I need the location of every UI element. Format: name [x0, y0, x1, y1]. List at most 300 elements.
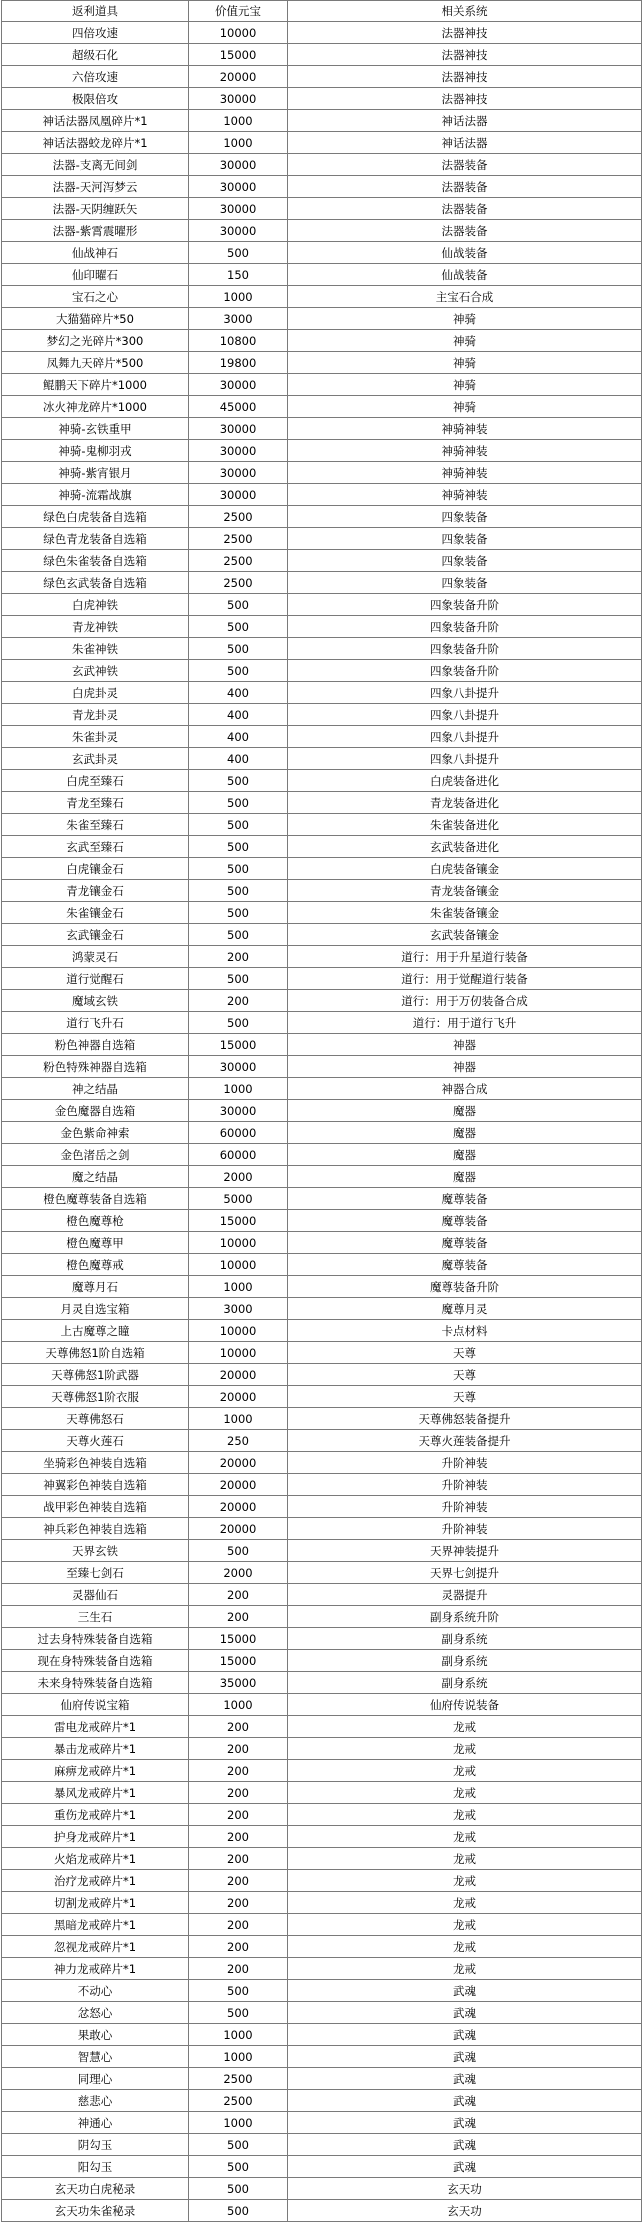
table-row: [2, 198, 642, 220]
table-row: [2, 1408, 642, 1430]
cell-item-name: 雷电龙戒碎片*1: [2, 1716, 189, 1738]
cell-value: 2500: [189, 2068, 288, 2090]
cell-item-name: 绿色白虎装备自选箱: [2, 506, 189, 528]
cell-item-name: 忿怒心: [2, 2002, 189, 2024]
cell-system: 神器: [288, 1056, 642, 1078]
cell-system: 法器神技: [288, 44, 642, 66]
table-row: [2, 440, 642, 462]
cell-system: 武魂: [288, 2068, 642, 2090]
table-row: [2, 374, 642, 396]
table-row: [2, 2090, 642, 2112]
cell-system: 魔器: [288, 1122, 642, 1144]
cell-item-name: 天尊佛怒1阶衣服: [2, 1386, 189, 1408]
cell-value: 400: [189, 682, 288, 704]
table-row: [2, 1562, 642, 1584]
cell-value: 200: [189, 1958, 288, 1980]
cell-value: 1000: [189, 1078, 288, 1100]
table-row: [2, 1782, 642, 1804]
cell-value: 1000: [189, 2112, 288, 2134]
cell-value: 10000: [189, 1254, 288, 1276]
table-row: [2, 264, 642, 286]
cell-system: 升阶神装: [288, 1496, 642, 1518]
cell-item-name: 神力龙戒碎片*1: [2, 1958, 189, 1980]
cell-item-name: 粉色神器自选箱: [2, 1034, 189, 1056]
cell-item-name: 天界玄铁: [2, 1540, 189, 1562]
cell-item-name: 朱雀神铁: [2, 638, 189, 660]
cell-item-name: 战甲彩色神装自选箱: [2, 1496, 189, 1518]
cell-system: 四象装备升阶: [288, 616, 642, 638]
table-row: [2, 924, 642, 946]
cell-item-name: 道行飞升石: [2, 1012, 189, 1034]
cell-value: 400: [189, 704, 288, 726]
table-row: [2, 660, 642, 682]
cell-value: 500: [189, 968, 288, 990]
cell-value: 2000: [189, 1562, 288, 1584]
cell-value: 20000: [189, 1474, 288, 1496]
table-row: [2, 1232, 642, 1254]
table-row: [2, 946, 642, 968]
table-row: [2, 968, 642, 990]
cell-item-name: 橙色魔尊戒: [2, 1254, 189, 1276]
cell-item-name: 金色魔器自选箱: [2, 1100, 189, 1122]
cell-item-name: 橙色魔尊甲: [2, 1232, 189, 1254]
cell-item-name: 四倍攻速: [2, 22, 189, 44]
cell-value: 10000: [189, 22, 288, 44]
table-row: [2, 154, 642, 176]
cell-item-name: 果敢心: [2, 2024, 189, 2046]
table-row: [2, 330, 642, 352]
cell-value: 200: [189, 1826, 288, 1848]
cell-value: 1000: [189, 110, 288, 132]
cell-system: 四象装备升阶: [288, 638, 642, 660]
cell-item-name: 忽视龙戒碎片*1: [2, 1936, 189, 1958]
cell-item-name: 鲲鹏天下碎片*1000: [2, 374, 189, 396]
cell-system: 法器神技: [288, 66, 642, 88]
cell-item-name: 重伤龙戒碎片*1: [2, 1804, 189, 1826]
cell-system: 道行：用于道行飞升: [288, 1012, 642, 1034]
cell-item-name: 灵器仙石: [2, 1584, 189, 1606]
cell-system: 神骑神装: [288, 484, 642, 506]
cell-item-name: 天尊火莲石: [2, 1430, 189, 1452]
cell-item-name: 玄天功朱雀秘录: [2, 2200, 189, 2222]
cell-value: 500: [189, 1980, 288, 2002]
table-row: [2, 1694, 642, 1716]
table-row: [2, 594, 642, 616]
rebate-table: [1, 0, 642, 2222]
cell-value: 200: [189, 1782, 288, 1804]
cell-value: 1000: [189, 2024, 288, 2046]
table-row: [2, 1210, 642, 1232]
cell-item-name: 神通心: [2, 2112, 189, 2134]
cell-system: 法器装备: [288, 220, 642, 242]
cell-item-name: 天尊佛怒1阶自选箱: [2, 1342, 189, 1364]
cell-system: 四象装备: [288, 528, 642, 550]
cell-value: 500: [189, 792, 288, 814]
cell-value: 3000: [189, 308, 288, 330]
cell-item-name: 阳勾玉: [2, 2156, 189, 2178]
cell-value: 30000: [189, 1100, 288, 1122]
table-row: [2, 1452, 642, 1474]
cell-value: 20000: [189, 1364, 288, 1386]
table-row: [2, 1386, 642, 1408]
table-row: [2, 1012, 642, 1034]
table-row: [2, 1584, 642, 1606]
cell-value: 500: [189, 770, 288, 792]
table-row: [2, 1540, 642, 1562]
cell-item-name: 神话法器蛟龙碎片*1: [2, 132, 189, 154]
cell-value: 400: [189, 748, 288, 770]
cell-system: 法器装备: [288, 154, 642, 176]
table-row: [2, 22, 642, 44]
cell-system: 神话法器: [288, 132, 642, 154]
cell-value: 1000: [189, 2046, 288, 2068]
table-row: [2, 396, 642, 418]
cell-value: 500: [189, 242, 288, 264]
cell-system: 玄天功: [288, 2200, 642, 2222]
table-row: [2, 2046, 642, 2068]
cell-value: 1000: [189, 1694, 288, 1716]
cell-system: 法器装备: [288, 176, 642, 198]
cell-value: 500: [189, 1540, 288, 1562]
cell-system: 神骑: [288, 374, 642, 396]
table-row: [2, 1716, 642, 1738]
cell-system: 副身系统升阶: [288, 1606, 642, 1628]
cell-value: 60000: [189, 1122, 288, 1144]
cell-item-name: 仙印曜石: [2, 264, 189, 286]
cell-system: 武魂: [288, 2156, 642, 2178]
table-row: [2, 1430, 642, 1452]
cell-item-name: 神骑-流霜战旗: [2, 484, 189, 506]
cell-value: 200: [189, 1760, 288, 1782]
cell-system: 龙戒: [288, 1738, 642, 1760]
cell-item-name: 暴击龙戒碎片*1: [2, 1738, 189, 1760]
cell-system: 神器: [288, 1034, 642, 1056]
table-row: [2, 418, 642, 440]
cell-system: 龙戒: [288, 1958, 642, 1980]
cell-value: 30000: [189, 440, 288, 462]
table-row: [2, 1342, 642, 1364]
table-row: [2, 572, 642, 594]
cell-item-name: 魔之结晶: [2, 1166, 189, 1188]
table-row: [2, 1826, 642, 1848]
header-value: 价值元宝: [189, 1, 288, 22]
table-row: [2, 484, 642, 506]
cell-item-name: 六倍攻速: [2, 66, 189, 88]
cell-system: 青龙装备进化: [288, 792, 642, 814]
cell-item-name: 慈悲心: [2, 2090, 189, 2112]
cell-value: 20000: [189, 66, 288, 88]
cell-item-name: 玄武神铁: [2, 660, 189, 682]
cell-system: 四象八卦提升: [288, 704, 642, 726]
cell-system: 副身系统: [288, 1672, 642, 1694]
cell-item-name: 火焰龙戒碎片*1: [2, 1848, 189, 1870]
table-row: [2, 242, 642, 264]
cell-system: 天界七剑提升: [288, 1562, 642, 1584]
cell-item-name: 凤舞九天碎片*500: [2, 352, 189, 374]
table-row: [2, 1364, 642, 1386]
cell-value: 1000: [189, 286, 288, 308]
cell-system: 天界神装提升: [288, 1540, 642, 1562]
cell-system: 升阶神装: [288, 1518, 642, 1540]
cell-item-name: 白虎至臻石: [2, 770, 189, 792]
cell-item-name: 大猫猫碎片*50: [2, 308, 189, 330]
cell-system: 副身系统: [288, 1650, 642, 1672]
cell-item-name: 神之结晶: [2, 1078, 189, 1100]
table-row: [2, 858, 642, 880]
cell-value: 200: [189, 1848, 288, 1870]
cell-item-name: 法器-天阴缠跃矢: [2, 198, 189, 220]
cell-value: 2500: [189, 572, 288, 594]
cell-value: 30000: [189, 374, 288, 396]
cell-value: 150: [189, 264, 288, 286]
cell-item-name: 法器-紫霄震曜形: [2, 220, 189, 242]
cell-item-name: 神兵彩色神装自选箱: [2, 1518, 189, 1540]
table-header: [2, 1, 642, 22]
cell-item-name: 暴风龙戒碎片*1: [2, 1782, 189, 1804]
cell-system: 魔尊装备: [288, 1254, 642, 1276]
cell-item-name: 仙府传说宝箱: [2, 1694, 189, 1716]
cell-system: 武魂: [288, 2046, 642, 2068]
cell-value: 200: [189, 946, 288, 968]
cell-value: 200: [189, 1716, 288, 1738]
cell-value: 200: [189, 990, 288, 1012]
table-row: [2, 770, 642, 792]
cell-system: 魔尊装备升阶: [288, 1276, 642, 1298]
cell-item-name: 青龙至臻石: [2, 792, 189, 814]
table-row: [2, 308, 642, 330]
cell-system: 龙戒: [288, 1870, 642, 1892]
cell-value: 2500: [189, 528, 288, 550]
cell-system: 仙战装备: [288, 264, 642, 286]
cell-value: 30000: [189, 176, 288, 198]
table-row: [2, 1804, 642, 1826]
table-row: [2, 2200, 642, 2222]
cell-value: 30000: [189, 154, 288, 176]
cell-value: 30000: [189, 1056, 288, 1078]
cell-system: 龙戒: [288, 1848, 642, 1870]
cell-system: 道行：用于升星道行装备: [288, 946, 642, 968]
cell-item-name: 麻痹龙戒碎片*1: [2, 1760, 189, 1782]
cell-system: 法器装备: [288, 198, 642, 220]
table-row: [2, 132, 642, 154]
cell-item-name: 护身龙戒碎片*1: [2, 1826, 189, 1848]
cell-value: 500: [189, 836, 288, 858]
table-row: [2, 1474, 642, 1496]
cell-value: 15000: [189, 1650, 288, 1672]
cell-system: 四象装备升阶: [288, 660, 642, 682]
cell-value: 15000: [189, 1628, 288, 1650]
cell-item-name: 梦幻之光碎片*300: [2, 330, 189, 352]
cell-system: 主宝石合成: [288, 286, 642, 308]
cell-value: 20000: [189, 1386, 288, 1408]
table-row: [2, 814, 642, 836]
cell-value: 200: [189, 1914, 288, 1936]
table-row: [2, 1936, 642, 1958]
cell-value: 19800: [189, 352, 288, 374]
cell-value: 500: [189, 1012, 288, 1034]
cell-value: 200: [189, 1870, 288, 1892]
cell-system: 朱雀装备镶金: [288, 902, 642, 924]
cell-item-name: 玄武卦灵: [2, 748, 189, 770]
table-row: [2, 1100, 642, 1122]
cell-system: 四象装备升阶: [288, 594, 642, 616]
table-row: [2, 1760, 642, 1782]
cell-system: 龙戒: [288, 1760, 642, 1782]
cell-value: 250: [189, 1430, 288, 1452]
cell-item-name: 法器-天河泻梦云: [2, 176, 189, 198]
cell-item-name: 金色渚岳之剑: [2, 1144, 189, 1166]
table-row: [2, 44, 642, 66]
table-row: [2, 880, 642, 902]
cell-system: 白虎装备镶金: [288, 858, 642, 880]
table-row: [2, 682, 642, 704]
cell-system: 法器神技: [288, 88, 642, 110]
cell-system: 四象装备: [288, 506, 642, 528]
cell-value: 60000: [189, 1144, 288, 1166]
table-row: [2, 1738, 642, 1760]
cell-item-name: 坐骑彩色神装自选箱: [2, 1452, 189, 1474]
cell-value: 15000: [189, 44, 288, 66]
table-row: [2, 1254, 642, 1276]
cell-system: 武魂: [288, 2090, 642, 2112]
cell-system: 武魂: [288, 2134, 642, 2156]
cell-item-name: 天尊佛怒石: [2, 1408, 189, 1430]
cell-item-name: 法器-支离无间剑: [2, 154, 189, 176]
table-row: [2, 638, 642, 660]
cell-value: 30000: [189, 220, 288, 242]
cell-value: 30000: [189, 88, 288, 110]
cell-system: 神话法器: [288, 110, 642, 132]
table-row: [2, 1914, 642, 1936]
table-row: [2, 1122, 642, 1144]
cell-item-name: 神骑-紫宵银月: [2, 462, 189, 484]
table-row: [2, 2156, 642, 2178]
cell-value: 500: [189, 2200, 288, 2222]
cell-system: 武魂: [288, 2002, 642, 2024]
cell-system: 四象八卦提升: [288, 748, 642, 770]
cell-system: 魔尊装备: [288, 1232, 642, 1254]
table-row: [2, 286, 642, 308]
cell-item-name: 神翼彩色神装自选箱: [2, 1474, 189, 1496]
cell-system: 魔器: [288, 1100, 642, 1122]
cell-value: 35000: [189, 1672, 288, 1694]
cell-system: 四象八卦提升: [288, 726, 642, 748]
header-item: 返利道具: [2, 1, 189, 22]
cell-value: 400: [189, 726, 288, 748]
cell-value: 500: [189, 924, 288, 946]
cell-item-name: 宝石之心: [2, 286, 189, 308]
cell-item-name: 青龙卦灵: [2, 704, 189, 726]
cell-system: 副身系统: [288, 1628, 642, 1650]
cell-item-name: 同理心: [2, 2068, 189, 2090]
cell-item-name: 超级石化: [2, 44, 189, 66]
table-row: [2, 1870, 642, 1892]
cell-system: 龙戒: [288, 1892, 642, 1914]
cell-system: 龙戒: [288, 1826, 642, 1848]
cell-system: 天尊: [288, 1364, 642, 1386]
table-row: [2, 616, 642, 638]
cell-item-name: 三生石: [2, 1606, 189, 1628]
cell-system: 魔尊月灵: [288, 1298, 642, 1320]
cell-item-name: 神话法器凤凰碎片*1: [2, 110, 189, 132]
table-row: [2, 1298, 642, 1320]
table-row: [2, 110, 642, 132]
table-row: [2, 2002, 642, 2024]
cell-system: 青龙装备镶金: [288, 880, 642, 902]
cell-item-name: 橙色魔尊枪: [2, 1210, 189, 1232]
cell-value: 200: [189, 1892, 288, 1914]
cell-value: 1000: [189, 132, 288, 154]
cell-item-name: 道行觉醒石: [2, 968, 189, 990]
cell-item-name: 青龙镶金石: [2, 880, 189, 902]
cell-system: 龙戒: [288, 1804, 642, 1826]
cell-value: 2500: [189, 2090, 288, 2112]
cell-item-name: 白虎卦灵: [2, 682, 189, 704]
header-row: [2, 1, 642, 22]
cell-value: 500: [189, 638, 288, 660]
cell-system: 天尊佛怒装备提升: [288, 1408, 642, 1430]
cell-system: 卡点材料: [288, 1320, 642, 1342]
table-row: [2, 550, 642, 572]
cell-system: 魔尊装备: [288, 1210, 642, 1232]
table-row: [2, 528, 642, 550]
table-row: [2, 1166, 642, 1188]
cell-system: 武魂: [288, 1980, 642, 2002]
cell-value: 1000: [189, 1408, 288, 1430]
table-row: [2, 88, 642, 110]
cell-system: 神骑神装: [288, 418, 642, 440]
cell-system: 四象装备: [288, 572, 642, 594]
table-row: [2, 220, 642, 242]
cell-item-name: 黑暗龙戒碎片*1: [2, 1914, 189, 1936]
cell-item-name: 青龙神铁: [2, 616, 189, 638]
cell-system: 道行：用于觉醒道行装备: [288, 968, 642, 990]
cell-system: 天尊: [288, 1342, 642, 1364]
cell-item-name: 白虎镶金石: [2, 858, 189, 880]
cell-item-name: 朱雀卦灵: [2, 726, 189, 748]
cell-item-name: 橙色魔尊装备自选箱: [2, 1188, 189, 1210]
cell-value: 500: [189, 594, 288, 616]
cell-item-name: 现在身特殊装备自选箱: [2, 1650, 189, 1672]
cell-item-name: 至臻七剑石: [2, 1562, 189, 1584]
cell-system: 天尊火莲装备提升: [288, 1430, 642, 1452]
cell-system: 朱雀装备进化: [288, 814, 642, 836]
cell-system: 升阶神装: [288, 1452, 642, 1474]
cell-value: 200: [189, 1804, 288, 1826]
cell-system: 天尊: [288, 1386, 642, 1408]
table-row: [2, 1320, 642, 1342]
cell-item-name: 绿色青龙装备自选箱: [2, 528, 189, 550]
cell-system: 仙府传说装备: [288, 1694, 642, 1716]
cell-value: 500: [189, 880, 288, 902]
cell-value: 2500: [189, 506, 288, 528]
cell-system: 魔尊装备: [288, 1188, 642, 1210]
table-row: [2, 748, 642, 770]
cell-value: 500: [189, 2178, 288, 2200]
cell-item-name: 冰火神龙碎片*1000: [2, 396, 189, 418]
cell-item-name: 朱雀至臻石: [2, 814, 189, 836]
cell-system: 神骑: [288, 330, 642, 352]
cell-system: 武魂: [288, 2024, 642, 2046]
cell-system: 神骑: [288, 308, 642, 330]
table-row: [2, 792, 642, 814]
cell-system: 玄武装备镶金: [288, 924, 642, 946]
cell-value: 5000: [189, 1188, 288, 1210]
table-row: [2, 1056, 642, 1078]
header-system: 相关系统: [288, 1, 642, 22]
cell-item-name: 阴勾玉: [2, 2134, 189, 2156]
cell-item-name: 仙战神石: [2, 242, 189, 264]
